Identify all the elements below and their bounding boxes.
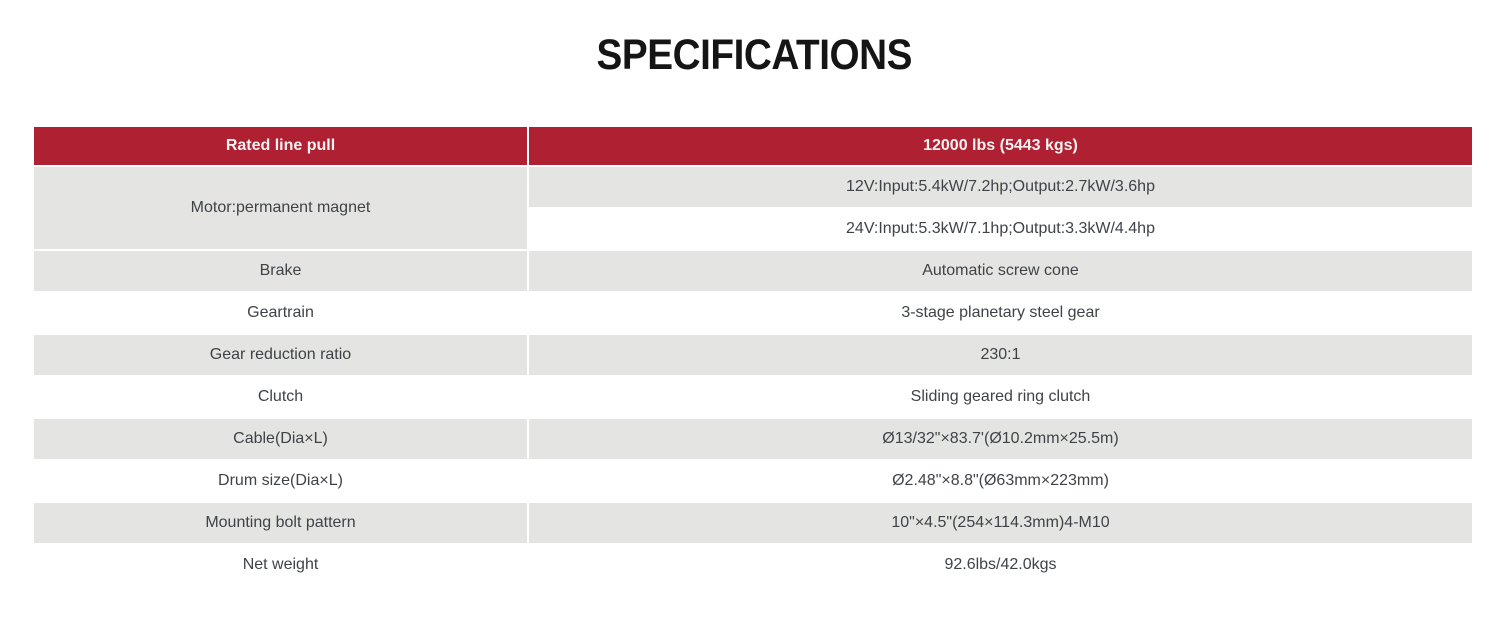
spec-label: Gear reduction ratio [34,335,529,377]
spec-value: 3-stage planetary steel gear [529,293,1472,335]
table-row-drum-size [34,461,1472,503]
header-label-cell: Rated line pull [34,127,529,167]
spec-value: Ø13/32"×83.7'(Ø10.2mm×25.5m) [529,419,1472,461]
spec-label: Cable(Dia×L) [34,419,529,461]
table-row-brake [34,251,1472,293]
spec-value-motor-24v: 24V:Input:5.3kW/7.1hp;Output:3.3kW/4.4hp [529,209,1472,251]
spec-label: Mounting bolt pattern [34,503,529,545]
table-row-motor-12v [34,167,1472,209]
spec-value-motor-12v: 12V:Input:5.4kW/7.2hp;Output:2.7kW/3.6hp [529,167,1472,209]
spec-label-motor: Motor:permanent magnet [34,167,529,251]
page-title-text: SPECIFICATIONS [596,31,912,79]
table-row-mounting-bolt-pattern [34,503,1472,545]
spec-value: 230:1 [529,335,1472,377]
table-row-net-weight [34,545,1472,587]
table-header-row [34,127,1472,167]
spec-value: Automatic screw cone [529,251,1472,293]
header-value-cell: 12000 lbs (5443 kgs) [529,127,1472,167]
spec-label: Drum size(Dia×L) [34,461,529,503]
spec-label: Brake [34,251,529,293]
table-row-geartrain [34,293,1472,335]
spec-value: Ø2.48"×8.8"(Ø63mm×223mm) [529,461,1472,503]
table-row-cable [34,419,1472,461]
spec-value: Sliding geared ring clutch [529,377,1472,419]
specifications-table [34,127,1472,587]
spec-label: Geartrain [34,293,529,335]
spec-label: Clutch [34,377,529,419]
spec-label: Net weight [34,545,529,587]
spec-value: 92.6lbs/42.0kgs [529,545,1472,587]
table-row-gear-reduction-ratio [34,335,1472,377]
page-title [0,30,1508,80]
table-row-clutch [34,377,1472,419]
spec-value: 10"×4.5"(254×114.3mm)4-M10 [529,503,1472,545]
